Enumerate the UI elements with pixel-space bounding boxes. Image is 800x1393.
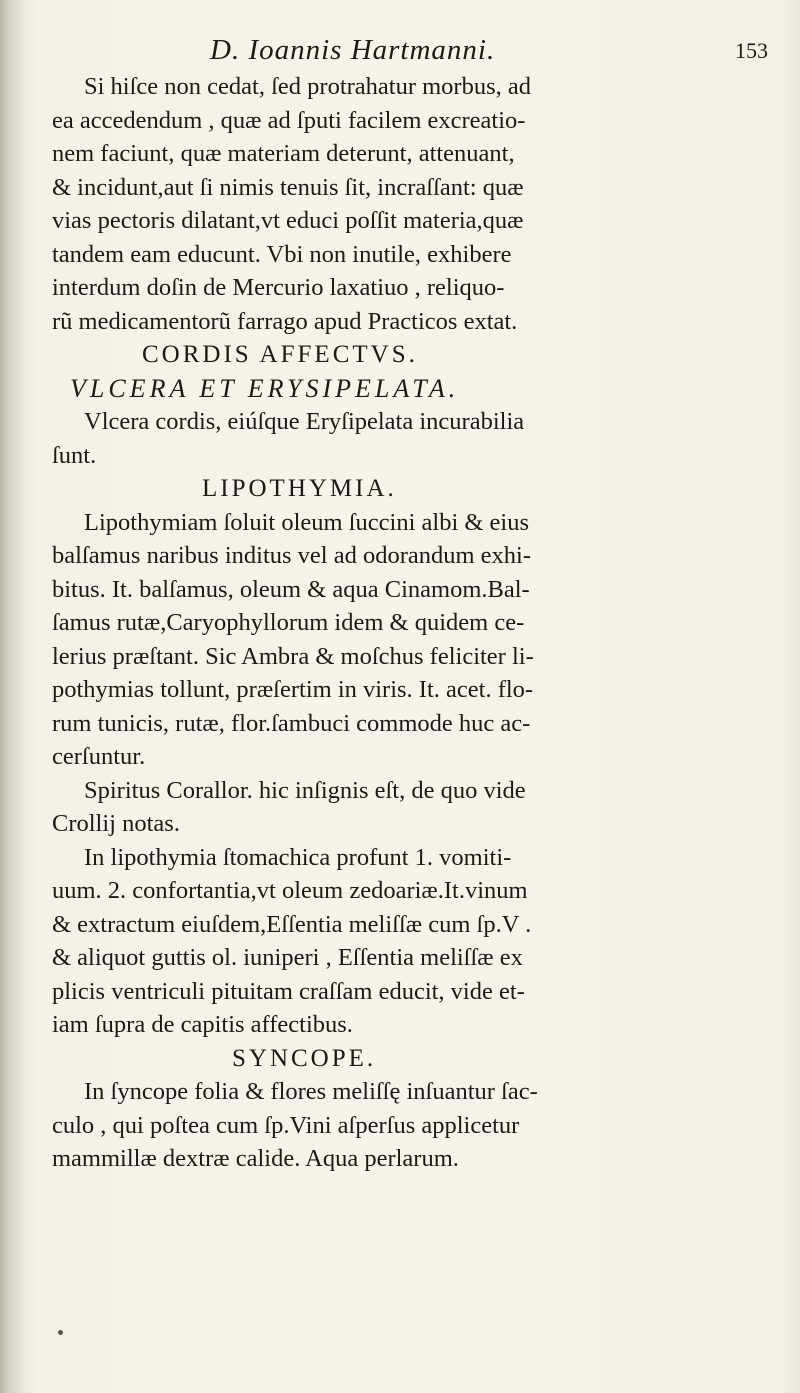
text-line: tandem eam educunt. Vbi non inutile, exhibere <box>52 240 512 268</box>
text-line: mammillæ dextræ calide. Aqua perlarum. <box>52 1145 459 1172</box>
text-line: & aliquot guttis ol. iuniperi , Eſſentia meliſſæ ex <box>52 944 523 971</box>
text-line: Si hiſce non cedat, ſed protrahatur morbus, ad <box>84 73 531 100</box>
text-line: Vlcera cordis, eiúſque Eryſipelata incurabilia <box>84 408 525 435</box>
text-line: & incidunt,aut ſi nimis tenuis ſit, incraſſant: quæ <box>52 173 524 201</box>
text-line: Crollij notas. <box>52 810 180 837</box>
page-spine-shadow <box>0 0 26 1393</box>
section-heading-lipothymia: LIPOTHYMIA. <box>202 475 397 502</box>
text-line: Lipothymiam ſoluit oleum ſuccini albi & eius <box>84 508 530 536</box>
text-line: plicis ventriculi pituitam craſſam educit, vide et- <box>52 977 525 1005</box>
text-line: ea accedendum , quæ ad ſputi facilem excreatio- <box>52 106 526 134</box>
text-line: In ſyncope folia & flores meliſſę inſuantur ſac- <box>84 1078 538 1105</box>
text-line: ſunt. <box>52 441 97 469</box>
text-line: rũ medicamentorũ farrago apud Practicos extat. <box>52 307 518 335</box>
text-line: cerſuntur. <box>52 743 146 770</box>
text-line: uum. 2. confortantia,vt oleum zedoariæ.It.vinum <box>52 877 528 904</box>
section-heading-cordis: CORDIS AFFECTVS. <box>142 341 418 368</box>
paper-speck <box>58 1330 63 1335</box>
section-heading-vlcera: VLCERA ET ERYSIPELATA. <box>70 373 460 403</box>
text-line: lerius præſtant. Sic Ambra & moſchus feliciter li- <box>52 642 534 670</box>
text-line: balſamus naribus inditus vel ad odorandum exhi- <box>52 542 532 569</box>
text-line: ſamus rutæ,Caryophyllorum idem & quidem ce- <box>52 609 525 636</box>
body-text <box>52 70 772 1176</box>
text-line: pothymias tollunt, præſertim in viris. It. acet. flo- <box>52 676 534 703</box>
page-header <box>0 30 800 70</box>
running-title: D. Ioannis Hartmanni. <box>210 34 496 66</box>
text-line: bitus. It. balſamus, oleum & aqua Cinamom.Bal- <box>52 575 530 603</box>
text-line: interdum doſin de Mercurio laxatiuo , reliquo- <box>52 274 505 301</box>
text-line: culo , qui poſtea cum ſp.Vini aſperſus applicetur <box>52 1111 520 1139</box>
text-line: Spiritus Corallor. hic inſignis eſt, de quo vide <box>84 776 526 804</box>
text-line: In lipothymia ſtomachica profunt 1. vomiti- <box>84 843 512 871</box>
text-line: & extractum eiuſdem,Eſſentia meliſſæ cum ſp.V . <box>52 910 532 938</box>
section-heading-syncope: SYNCOPE. <box>232 1044 377 1072</box>
text-line: rum tunicis, rutæ, flor.ſambuci commode huc ac- <box>52 709 531 737</box>
page-number: 153 <box>735 38 768 63</box>
text-line: nem faciunt, quæ materiam deterunt, attenuant, <box>52 140 515 167</box>
text-line: iam ſupra de capitis affectibus. <box>52 1011 353 1038</box>
text-line: vias pectoris dilatant,vt educi poſſit materia,quæ <box>52 207 524 234</box>
